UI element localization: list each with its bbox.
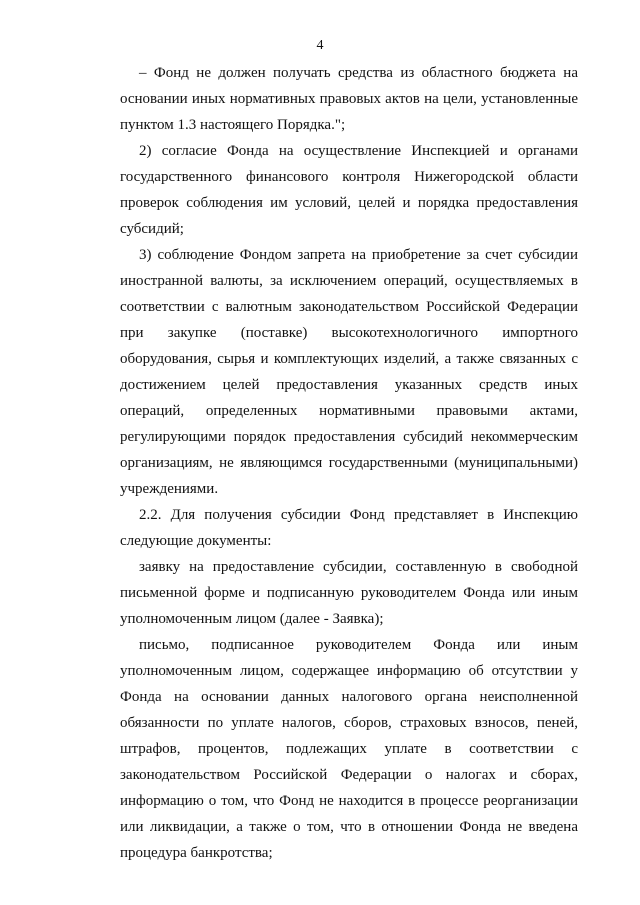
paragraph-fund-restriction: – Фонд не должен получать средства из областного бюджета на основании иных нормативных правовых актов на цели, установленные пунктом 1.3 настоящего Порядка.";	[120, 65, 578, 133]
paragraph-application: заявку на предоставление субсидии, составленную в свободной письменной форме и подписанную руководителем Фонда или иным уполномоченным лицом (далее - Заявка);	[120, 559, 578, 627]
paragraph-documents-required: 2.2. Для получения субсидии Фонд представляет в Инспекцию следующие документы:	[120, 507, 578, 549]
paragraph-letter: письмо, подписанное руководителем Фонда или иным уполномоченным лицом, содержащее информацию об отсутствии у Фонда на основании данных налогового органа неисполненной обязанности по уплате налогов, сборов, страховых взносов, пеней, штрафов, процентов, подлежащих уплате в соответствии с законодательством Российской Федерации о налогах и сборах, информацию о том, что Фонд не находится в процессе реорганизации или ликвидации, а также о том, что в отношении Фонда не введена процедура банкротства;	[120, 637, 578, 861]
page-number: 4	[316, 38, 324, 53]
paragraph-currency-ban: 3) соблюдение Фондом запрета на приобретение за счет субсидии иностранной валюты, за исключением операций, осуществляемых в соответствии с валютным законодательством Российской Федерации при закупке (поставке) высокотехнологичного импортного оборудования, сырья и комплектующих изделий, а также связанных с достижением целей предоставления указанных средств иных операций, определенных нормативными правовыми актами, регулирующими порядок предоставления субсидий некоммерческим организациям, не являющимся государственными (муниципальными) учреждениями.	[120, 247, 578, 497]
paragraph-consent-inspection: 2) согласие Фонда на осуществление Инспекцией и органами государственного финансового контроля Нижегородской области проверок соблюдения им условий, целей и порядка предоставления субсидий;	[120, 143, 578, 237]
document-body	[120, 60, 578, 866]
